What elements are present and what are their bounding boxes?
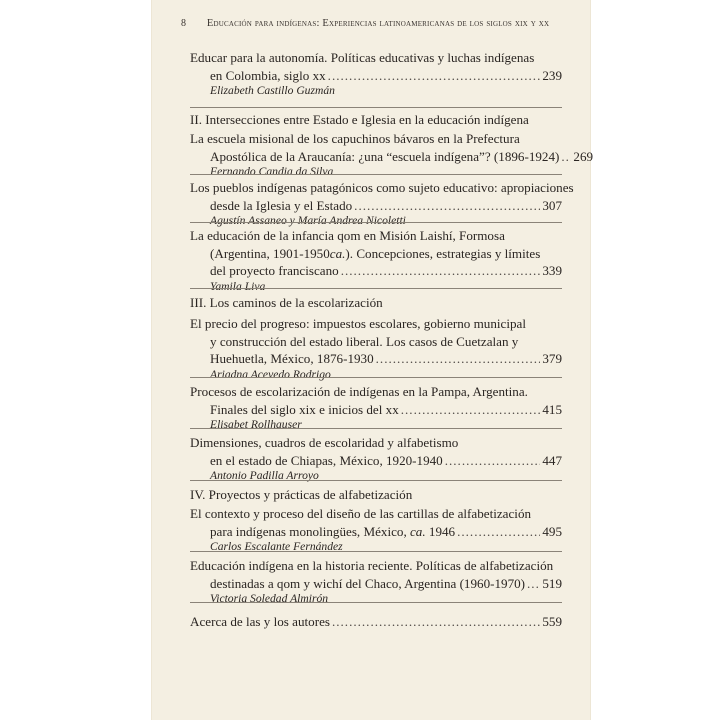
entry-title-line: Finales del siglo xix e inicios del xx: [210, 401, 399, 417]
entry-title-line: El contexto y proceso del diseño de las cartillas de alfabetización: [190, 506, 532, 521]
leader-dots: [527, 575, 540, 593]
entry-author: Fernando Candia da Silva: [210, 165, 334, 178]
section-heading: III. Los caminos de la escolarización: [190, 295, 383, 310]
running-title: Educación para indígenas: Experiencias latinoamericanas de los siglos xix y xx: [206, 18, 550, 29]
entry-title-line: Educación indígena en la historia reciente. Políticas de alfabetización: [190, 558, 554, 573]
toc-entry[interactable]: [190, 557, 562, 606]
entry-page-number: 415: [542, 401, 562, 417]
entry-author: Elisabet Rollhauser: [210, 418, 302, 431]
leader-dots: [445, 452, 541, 470]
leader-dots: [332, 613, 540, 631]
entry-author: Antonio Padilla Arroyo: [210, 469, 319, 482]
entry-title-line: destinadas a qom y wichí del Chaco, Argentina (1960-1970): [210, 575, 526, 591]
entry-title-line: Educar para la autonomía. Políticas educativas y luchas indígenas: [190, 50, 535, 65]
divider: [190, 551, 562, 552]
book-page: [152, 0, 594, 720]
running-header: [181, 18, 580, 29]
toc-entry[interactable]: [190, 49, 562, 98]
divider: [190, 107, 562, 108]
leader-dots: [376, 350, 541, 368]
entry-page-number: 379: [542, 351, 562, 366]
divider: [190, 428, 562, 429]
entry-title-line: Apostólica de la Araucanía: ¿una “escuela indígena”? (1896-1924): [210, 148, 560, 164]
leader-dots: [328, 67, 541, 85]
leader-dots: [457, 523, 540, 541]
toc-entry[interactable]: [190, 179, 574, 228]
entry-title-line: para indígenas monolingües, México, ca. 1946: [210, 523, 456, 539]
entry-title-line: (Argentina, 1901-1950 ca. ). Concepciones, estrategias y límites: [210, 245, 541, 261]
entry-page-number: 269: [573, 148, 594, 164]
toc-entry[interactable]: [190, 130, 594, 179]
toc-entry[interactable]: [190, 505, 562, 554]
entry-title-line: en el estado de Chiapas, México, 1920-1940: [210, 452, 443, 468]
entry-author: Elizabeth Castillo Guzmán: [210, 84, 335, 97]
divider: [190, 480, 562, 481]
entry-page-number: 339: [542, 263, 562, 278]
entry-page-number: 307: [542, 197, 562, 213]
toc-entry[interactable]: [190, 613, 562, 631]
entry-title-line: Acerca de las y los autores: [190, 614, 330, 629]
entry-author: Agustín Assaneo y María Andrea Nicoletti: [210, 214, 406, 227]
toc-entry[interactable]: [190, 383, 562, 432]
divider: [190, 174, 562, 175]
divider: [190, 602, 562, 603]
divider: [190, 377, 562, 378]
section-heading: IV. Proyectos y prácticas de alfabetización: [190, 487, 413, 502]
entry-author: Ariadna Acevedo Rodrigo: [210, 367, 331, 381]
section-heading: II. Intersecciones entre Estado e Iglesia en la educación indígena: [190, 112, 529, 127]
divider: [190, 222, 562, 223]
entry-page-number: 519: [542, 575, 562, 591]
entry-title-line: Dimensiones, cuadros de escolaridad y alfabetismo: [190, 435, 459, 450]
leader-dots: [401, 401, 541, 419]
toc-entry[interactable]: [190, 315, 562, 382]
leader-dots: [341, 262, 541, 280]
entry-title-line: del proyecto franciscano: [210, 263, 339, 278]
entry-title-line: desde la Iglesia y el Estado: [210, 197, 353, 213]
entry-author: Carlos Escalante Fernández: [210, 540, 343, 553]
toc-entry[interactable]: [190, 434, 562, 483]
toc-entry[interactable]: [190, 227, 562, 294]
entry-author: Victoria Soledad Almirón: [210, 592, 329, 605]
entry-author: Yamila Liva: [210, 279, 266, 293]
entry-title-line: La educación de la infancia qom en Misión Laishí, Formosa: [190, 228, 505, 243]
entry-page-number: 447: [542, 452, 562, 468]
entry-title-line: El precio del progreso: impuestos escolares, gobierno municipal: [190, 316, 526, 331]
entry-page-number: 559: [542, 614, 562, 629]
entry-title-line: La escuela misional de los capuchinos bávaros en la Prefectura: [190, 131, 520, 146]
entry-page-number: 495: [542, 523, 562, 539]
entry-title-line: Huehuetla, México, 1876-1930: [210, 351, 374, 366]
divider: [190, 288, 562, 289]
leader-dots: [354, 197, 540, 215]
leader-dots: [561, 148, 571, 166]
entry-title-line: y construcción del estado liberal. Los casos de Cuetzalan y: [210, 333, 519, 349]
entry-title-line: Procesos de escolarización de indígenas en la Pampa, Argentina.: [190, 384, 528, 399]
entry-title-line: Los pueblos indígenas patagónicos como sujeto educativo: apropiaciones: [190, 180, 574, 195]
entry-title-line: en Colombia, siglo xx: [210, 67, 326, 83]
entry-page-number: 239: [542, 67, 562, 83]
page-number: 8: [181, 18, 187, 29]
